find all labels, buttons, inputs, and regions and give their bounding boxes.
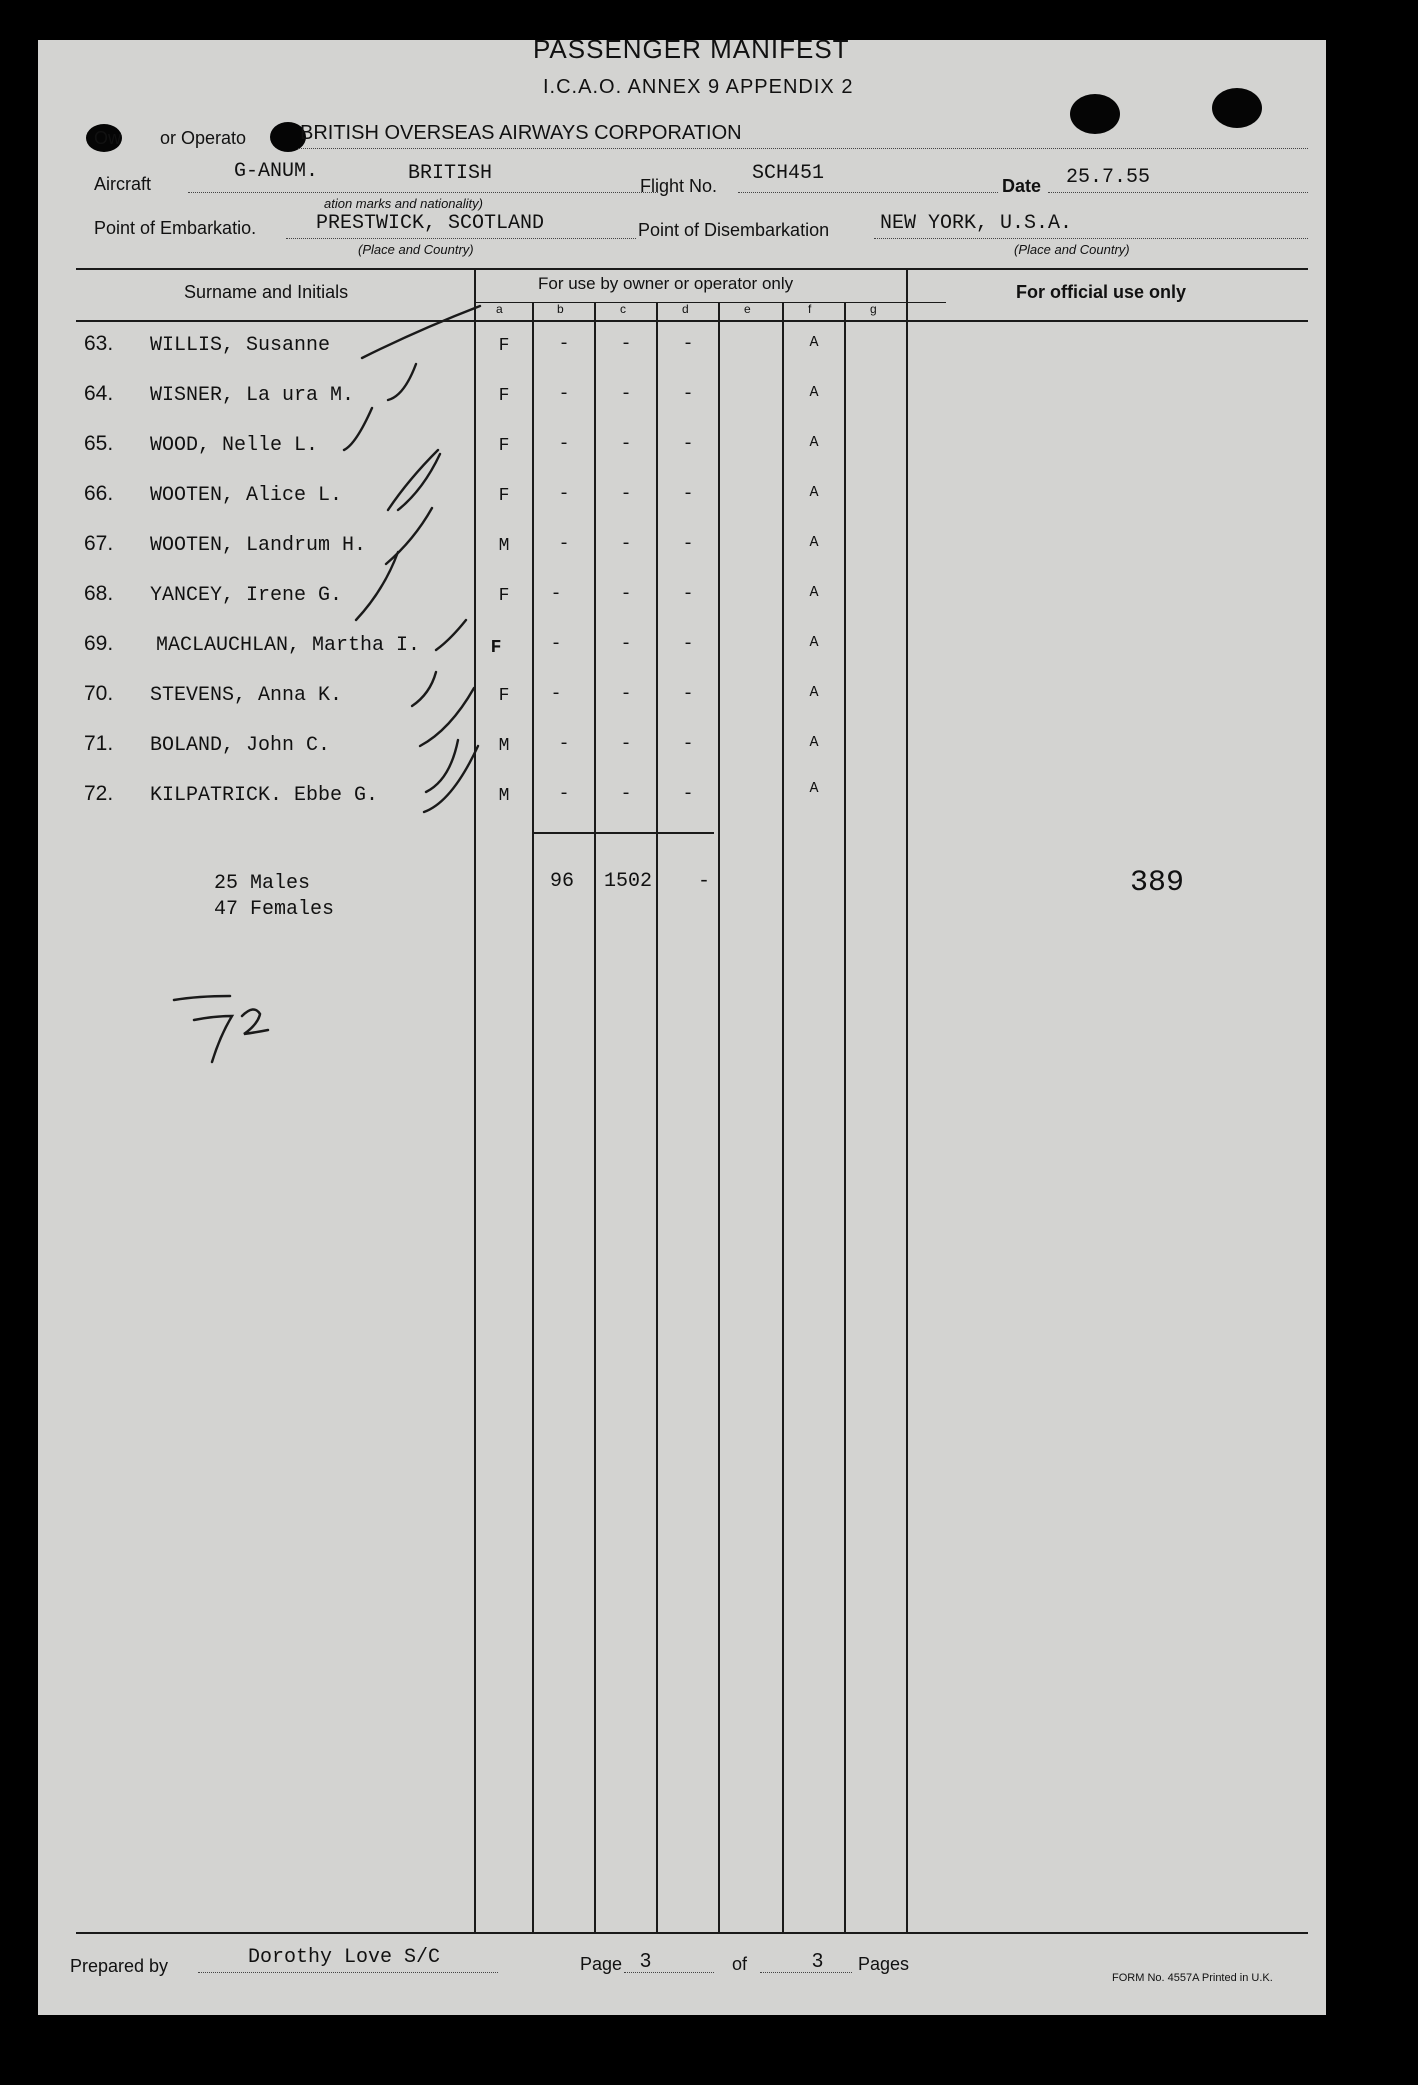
subcol-c: c (620, 302, 626, 316)
aircraft-hint: ation marks and nationality) (324, 196, 483, 211)
cell-b: - (558, 334, 570, 354)
page-label: Page (580, 1954, 623, 1974)
cell-f: A (809, 534, 819, 551)
total-b: 96 (550, 870, 575, 893)
passenger-name: MACLAUCHLAN, Martha I. (156, 634, 421, 657)
cell-b: - (558, 484, 570, 504)
row-number: 67. (84, 532, 114, 555)
date-label: Date (1002, 176, 1042, 196)
cell-f: A (809, 484, 819, 501)
cell-b: - (558, 434, 570, 454)
owner-use-column-header: For use by owner or operator only (538, 274, 794, 293)
page-title: PASSENGER MANIFEST (533, 40, 850, 64)
owner-value: BRITISH OVERSEAS AIRWAYS CORPORATION (300, 122, 742, 144)
passenger-name: KILPATRICK. Ebbe G. (150, 784, 379, 807)
row-number: 63. (84, 332, 114, 355)
passenger-name: WOOTEN, Alice L. (150, 484, 343, 507)
cell-sex: F (498, 336, 510, 356)
total-c: 1502 (604, 870, 653, 893)
passenger-name: BOLAND, John C. (150, 734, 331, 757)
cell-f: A (809, 634, 819, 651)
cell-sex: M (498, 786, 510, 806)
page-subtitle: I.C.A.O. ANNEX 9 APPENDIX 2 (543, 76, 854, 98)
cell-c: - (620, 684, 632, 704)
page-value: 3 (640, 1950, 652, 1972)
pages-label: Pages (858, 1954, 910, 1974)
aircraft-nationality: BRITISH (408, 162, 493, 185)
cell-b: - (550, 584, 562, 604)
cell-c: - (620, 734, 632, 754)
disembarkation-hint: (Place and Country) (1014, 242, 1130, 257)
cell-f: A (809, 384, 819, 401)
manifest-page (38, 40, 1326, 2015)
cell-c: - (620, 584, 632, 604)
passenger-name: WILLIS, Susanne (150, 334, 331, 357)
cell-d: - (682, 534, 694, 554)
subcol-b: b (557, 302, 564, 316)
row-number: 69. (84, 632, 114, 655)
passenger-name: WOOD, Nelle L. (150, 434, 319, 457)
subcol-f: f (808, 302, 812, 316)
cell-d: - (682, 484, 694, 504)
embarkation-hint: (Place and Country) (358, 242, 474, 257)
cell-d: - (682, 734, 694, 754)
row-number: 72. (84, 782, 114, 805)
subcol-d: d (682, 302, 689, 316)
cell-c: - (620, 434, 632, 454)
cell-d: - (682, 334, 694, 354)
subcol-e: e (744, 302, 751, 316)
cell-sex: F (498, 686, 510, 706)
official-use-column-header: For official use only (1016, 282, 1187, 302)
total-d: - (698, 870, 711, 893)
cell-c: - (620, 484, 632, 504)
cell-b: - (558, 784, 570, 804)
aircraft-label: Aircraft (94, 174, 152, 194)
aircraft-registration: G-ANUM. (234, 160, 319, 183)
total-males: 25 Males (214, 872, 311, 895)
official-number: 389 (1130, 866, 1185, 900)
disembarkation-label: Point of Disembarkation (638, 220, 830, 240)
cell-d: - (682, 634, 694, 654)
cell-b: - (550, 684, 562, 704)
disembarkation-value: NEW YORK, U.S.A. (880, 212, 1073, 235)
cell-sex: F (498, 586, 510, 606)
cell-f: A (809, 780, 819, 797)
prepared-by-value: Dorothy Love S/C (248, 1946, 441, 1969)
flight-value: SCH451 (752, 162, 825, 185)
cell-c: - (620, 334, 632, 354)
row-number: 71. (84, 732, 114, 755)
total-females: 47 Females (214, 898, 335, 921)
row-number: 64. (84, 382, 114, 405)
cell-sex: F (490, 638, 502, 658)
cell-sex: M (498, 736, 510, 756)
cell-b: - (558, 534, 570, 554)
cell-d: - (682, 584, 694, 604)
row-number: 68. (84, 582, 114, 605)
prepared-by-label: Prepared by (70, 1956, 169, 1976)
cell-f: A (809, 734, 819, 751)
cell-d: - (682, 434, 694, 454)
of-value: 3 (812, 1950, 824, 1972)
subcol-g: g (870, 302, 877, 316)
cell-f: A (809, 684, 819, 701)
form-number: FORM No. 4557A Printed in U.K. (1112, 1972, 1273, 1984)
surname-column-header: Surname and Initials (184, 282, 349, 302)
cell-sex: F (498, 386, 510, 406)
cell-d: - (682, 384, 694, 404)
cell-b: - (550, 634, 562, 654)
cell-d: - (682, 784, 694, 804)
date-value: 25.7.55 (1066, 166, 1151, 189)
passenger-name: YANCEY, Irene G. (150, 584, 343, 607)
owner-label-prefix: Ow (94, 128, 121, 148)
cell-b: - (558, 734, 570, 754)
cell-sex: F (498, 436, 510, 456)
cell-f: A (809, 584, 819, 601)
row-number: 70. (84, 682, 114, 705)
cell-c: - (620, 384, 632, 404)
handwritten-total (168, 986, 288, 1076)
cell-d: - (682, 684, 694, 704)
of-label: of (732, 1954, 748, 1974)
cell-b: - (558, 384, 570, 404)
cell-c: - (620, 784, 632, 804)
row-number: 66. (84, 482, 114, 505)
cell-sex: F (498, 486, 510, 506)
cell-sex: M (498, 536, 510, 556)
embarkation-label: Point of Embarkatio. (94, 218, 257, 238)
owner-label: or Operato (160, 128, 247, 148)
passenger-name: WOOTEN, Landrum H. (150, 534, 367, 557)
flight-label: Flight No. (640, 176, 718, 196)
cell-c: - (620, 534, 632, 554)
cell-f: A (809, 334, 819, 351)
passenger-name: WISNER, La ura M. (150, 384, 355, 407)
passenger-name: STEVENS, Anna K. (150, 684, 343, 707)
row-number: 65. (84, 432, 114, 455)
cell-f: A (809, 434, 819, 451)
embarkation-value: PRESTWICK, SCOTLAND (316, 212, 545, 235)
subcol-a: a (496, 302, 503, 316)
cell-c: - (620, 634, 632, 654)
